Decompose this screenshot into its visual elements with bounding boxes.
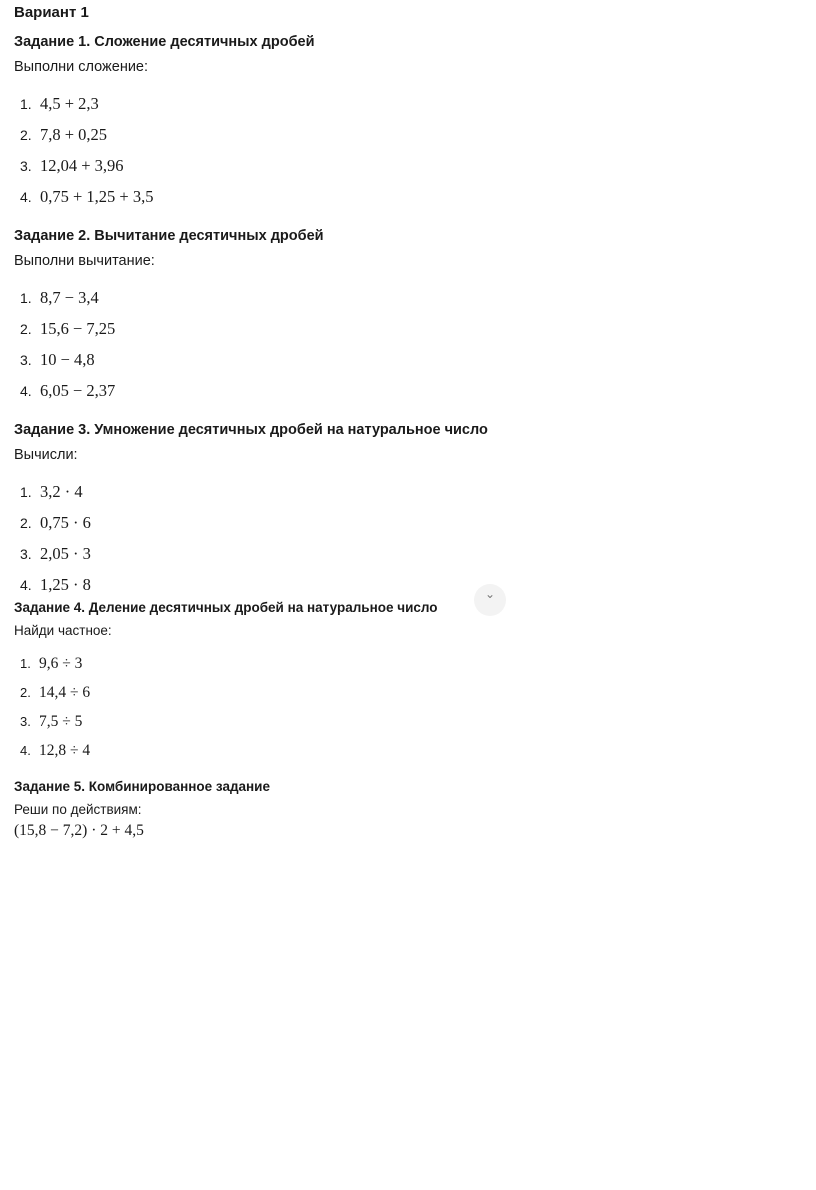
- item-number: 1.: [20, 96, 32, 112]
- math-expression: (15,8 − 7,2) · 2 + 4,5: [14, 822, 144, 839]
- math-expression: 9,6 ÷ 3: [39, 655, 83, 672]
- item-number: 4.: [20, 383, 32, 399]
- math-expression: 2,05 · 3: [40, 544, 91, 563]
- item-number: 3.: [20, 352, 32, 368]
- item-number: 4.: [20, 743, 31, 758]
- list-item: [20, 575, 91, 595]
- task-5: [14, 777, 794, 840]
- list-item: [20, 713, 82, 731]
- task-instruction: Выполни сложение:: [14, 59, 149, 75]
- list-item: [20, 125, 107, 145]
- list-item: [20, 288, 99, 308]
- task-title: Задание 4. Деление десятичных дробей на натуральное число: [14, 600, 438, 615]
- math-expression: 0,75 · 6: [40, 513, 91, 532]
- list-item: [20, 156, 124, 176]
- task-2: [14, 226, 794, 400]
- math-expression: 1,25 · 8: [40, 575, 91, 594]
- list-item: [20, 655, 82, 673]
- math-expression: 15,6 − 7,25: [40, 319, 116, 338]
- item-number: 1.: [20, 484, 32, 500]
- task-title: Задание 2. Вычитание десятичных дробей: [14, 228, 324, 244]
- task-instruction: Найди частное:: [14, 623, 112, 638]
- item-number: 3.: [20, 714, 31, 729]
- task-4: [14, 598, 794, 759]
- item-number: 1.: [20, 290, 32, 306]
- list-item: [20, 319, 115, 339]
- item-number: 2.: [20, 127, 32, 143]
- item-number: 2.: [20, 515, 32, 531]
- scroll-down-button[interactable]: [474, 584, 506, 616]
- math-expression: 0,75 + 1,25 + 3,5: [40, 187, 154, 206]
- task-instruction: Вычисли:: [14, 447, 78, 463]
- math-expression: 6,05 − 2,37: [40, 381, 116, 400]
- task-1: [14, 32, 794, 206]
- item-number: 4.: [20, 577, 32, 593]
- math-expression: 4,5 + 2,3: [40, 94, 99, 113]
- list-item: [20, 513, 91, 533]
- math-expression: 12,04 + 3,96: [40, 156, 124, 175]
- math-expression: 7,8 + 0,25: [40, 125, 108, 144]
- math-expression: 14,4 ÷ 6: [39, 684, 91, 701]
- math-expression: 7,5 ÷ 5: [39, 713, 83, 730]
- task-title: Задание 3. Умножение десятичных дробей на натуральное число: [14, 422, 488, 438]
- list-item: [20, 187, 154, 207]
- math-expression: 3,2 · 4: [40, 482, 83, 501]
- item-number: 3.: [20, 546, 32, 562]
- list-item: [20, 94, 99, 114]
- task-instruction: Реши по действиям:: [14, 802, 142, 817]
- math-expression: 8,7 − 3,4: [40, 288, 99, 307]
- chevron-down-icon: ⌄: [484, 587, 496, 601]
- math-expression: 12,8 ÷ 4: [39, 742, 91, 759]
- list-item: [20, 381, 115, 401]
- item-number: 3.: [20, 158, 32, 174]
- list-item: [20, 742, 90, 760]
- math-expression: 10 − 4,8: [40, 350, 95, 369]
- item-number: 2.: [20, 321, 32, 337]
- item-number: 1.: [20, 656, 31, 671]
- list-item: [20, 350, 95, 370]
- task-3: [14, 420, 794, 594]
- list-item: [20, 482, 83, 502]
- list-item: [20, 684, 90, 702]
- item-number: 4.: [20, 189, 32, 205]
- item-number: 2.: [20, 685, 31, 700]
- list-item: [20, 544, 91, 564]
- task-title: Задание 1. Сложение десятичных дробей: [14, 34, 315, 50]
- task-title: Задание 5. Комбинированное задание: [14, 779, 270, 794]
- task-instruction: Выполни вычитание:: [14, 253, 155, 269]
- variant-title: Вариант 1: [14, 4, 89, 21]
